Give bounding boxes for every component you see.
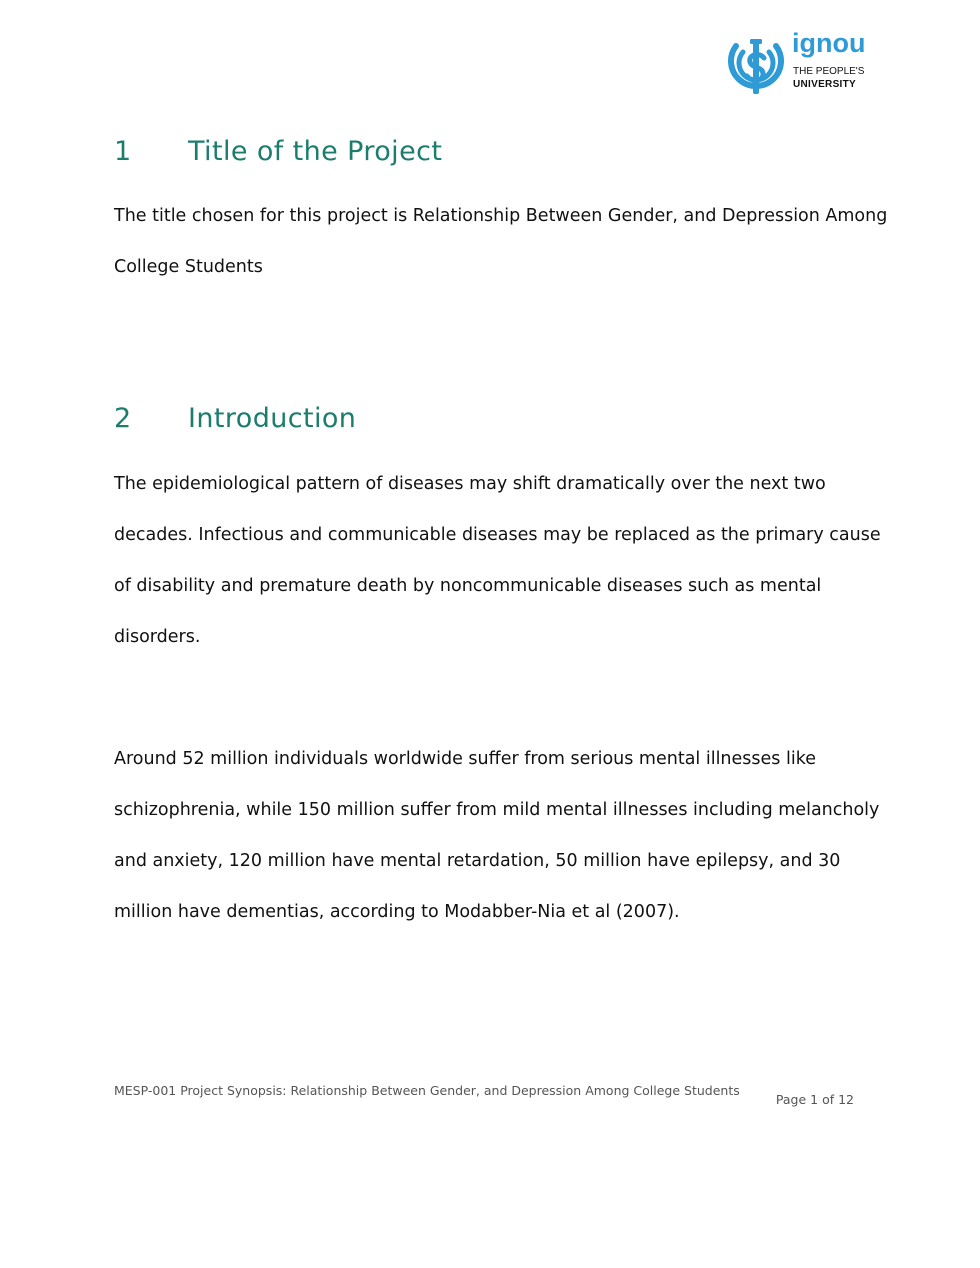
paragraph-intro-2 bbox=[114, 734, 880, 938]
section-heading-introduction bbox=[114, 403, 356, 434]
section-title: Introduction bbox=[188, 403, 357, 434]
section-number: 1 bbox=[114, 136, 132, 167]
text-line: million have dementias, according to Modabber-Nia et al (2007). bbox=[114, 902, 680, 922]
logo-tagline-1: THE PEOPLE'S bbox=[793, 66, 865, 77]
text-line: The title chosen for this project is Relationship Between Gender, and Depression Among bbox=[114, 206, 888, 226]
text-line: College Students bbox=[114, 257, 263, 277]
footer-document-title: MESP-001 Project Synopsis: Relationship Between Gender, and Depression Among College Students bbox=[114, 1083, 740, 1098]
section-heading-title-of-project bbox=[114, 136, 442, 167]
text-line: and anxiety, 120 million have mental retardation, 50 million have epilepsy, and 30 bbox=[114, 851, 841, 871]
text-line: The epidemiological pattern of diseases may shift dramatically over the next two bbox=[114, 474, 826, 494]
text-line: Around 52 million individuals worldwide suffer from serious mental illnesses like bbox=[114, 749, 816, 769]
section-title: Title of the Project bbox=[188, 136, 443, 167]
text-line: disorders. bbox=[114, 627, 201, 647]
paragraph-project-title bbox=[114, 191, 888, 293]
logo-wordmark: ignou bbox=[792, 28, 866, 58]
page-number: Page 1 of 12 bbox=[775, 1092, 854, 1107]
text-line: schizophrenia, while 150 million suffer from mild mental illnesses including melancholy bbox=[114, 800, 880, 820]
text-line: decades. Infectious and communicable diseases may be replaced as the primary cause bbox=[114, 525, 881, 545]
ignou-logo bbox=[726, 28, 876, 98]
text-line: of disability and premature death by noncommunicable diseases such as mental bbox=[114, 576, 822, 596]
paragraph-intro-1 bbox=[114, 459, 881, 663]
logo-tagline-2: UNIVERSITY bbox=[793, 79, 857, 90]
ignou-emblem-icon bbox=[726, 38, 786, 96]
section-number: 2 bbox=[114, 403, 132, 434]
